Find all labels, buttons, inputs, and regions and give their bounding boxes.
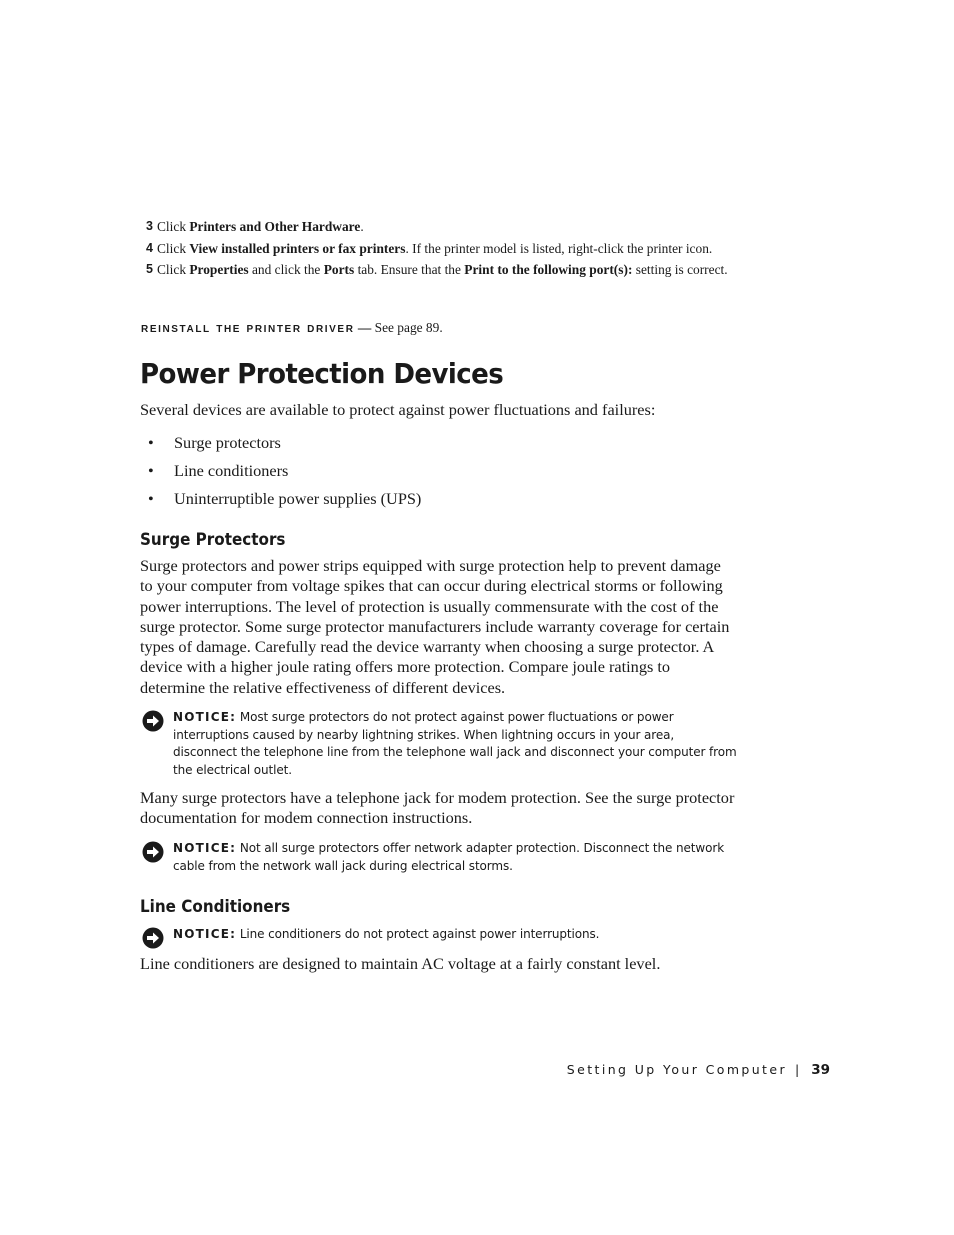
notice-label: NOTICE:: [173, 927, 237, 941]
line-conditioners-paragraph: Line conditioners are designed to maintain AC voltage at a fairly constant level.: [140, 954, 661, 973]
em-dash: —: [357, 320, 372, 335]
notice-arrow-icon: [142, 927, 164, 949]
bullet: •: [148, 433, 154, 452]
notice-text: Most surge protectors do not protect against power fluctuations or power interruptions caused by nearby lightning strikes. When lightning occurs in your area, disconnect the telephone line from the telephone wall jack and disconnect your computer from the electrical outlet.: [173, 710, 737, 777]
notice-arrow-icon: [142, 710, 164, 732]
footer-section-title: Setting Up Your Computer: [566, 1062, 787, 1077]
reinstall-text: See page 89.: [374, 320, 443, 335]
surge-paragraph: Surge protectors and power strips equipped with surge protection help to prevent damage to your computer from voltage spikes that can occur during electrical storms or following power interruptions. The level of protection is usually commensurate with the cost of the surge protector. Some surge protector manufacturers include warranty coverage for certain types of damage. Carefully read the device warranty when choosing a surge protector. A device with a higher joule rating offers more protection. Compare joule ratings to determine the relative effectiveness of different devices.: [140, 556, 730, 697]
list-item: • Surge protectors: [148, 433, 281, 452]
reinstall-title: reinstall the printer driver: [141, 319, 355, 335]
step-item: 3 Click Printers and Other Hardware.: [146, 219, 364, 234]
step-number: 3: [146, 219, 153, 233]
page-footer: [567, 1062, 830, 1078]
line-conditioners-heading: Line Conditioners: [140, 897, 291, 916]
bullet: •: [148, 461, 154, 480]
notice-block: [140, 926, 740, 944]
bullet: •: [148, 489, 154, 508]
notice-text: Line conditioners do not protect against power interruptions.: [239, 927, 600, 941]
list-item: • Uninterruptible power supplies (UPS): [148, 489, 422, 508]
intro-paragraph: Several devices are available to protect against power fluctuations and failures:: [140, 400, 656, 419]
notice-text: Not all surge protectors offer network adapter protection. Disconnect the network cable from the network wall jack during electrical storms.: [173, 841, 725, 873]
step-number: 5: [146, 262, 153, 276]
reinstall-driver-item: [141, 318, 443, 337]
page-number: 39: [811, 1062, 830, 1078]
notice-label: NOTICE:: [173, 841, 237, 855]
step-item: 5 Click Properties and click the Ports tab. Ensure that the Print to the following port(s): setting is correct.: [146, 262, 728, 277]
notice-block: [140, 840, 740, 875]
step-list: [141, 218, 731, 283]
list-item: • Line conditioners: [148, 461, 289, 480]
surge-protectors-heading: Surge Protectors: [140, 530, 286, 549]
notice-block: [140, 709, 740, 779]
footer-separator: |: [794, 1062, 800, 1077]
step-item: 4 Click View installed printers or fax printers. If the printer model is listed, right-click the printer icon.: [146, 240, 713, 256]
step-number: 4: [146, 240, 153, 255]
notice-arrow-icon: [142, 841, 164, 863]
page-title: Power Protection Devices: [140, 357, 504, 390]
modem-paragraph: Many surge protectors have a telephone jack for modem protection. See the surge protector documentation for modem connection instructions.: [140, 788, 735, 828]
notice-label: NOTICE:: [173, 710, 237, 724]
device-list: [140, 432, 421, 516]
